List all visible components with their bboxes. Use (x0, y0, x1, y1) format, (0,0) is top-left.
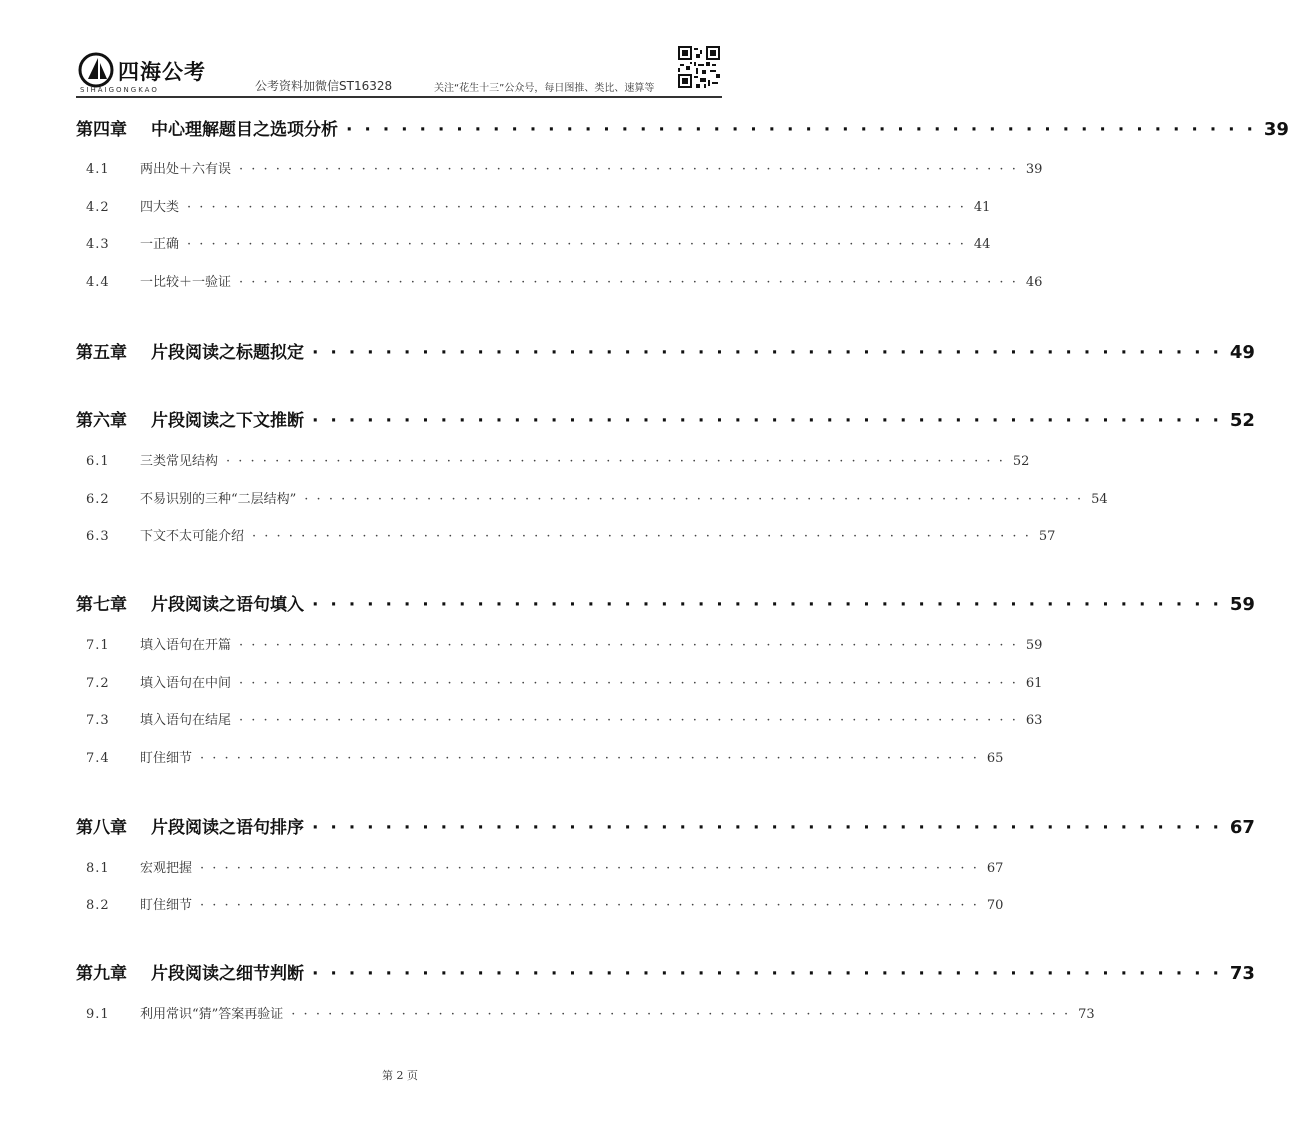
toc-page: 39 (1025, 162, 1043, 177)
toc-page: 54 (1091, 492, 1108, 507)
toc-number: 4.1 (86, 162, 110, 177)
toc-leader: · · · · · · · · · · · · · · · · · · · · · · · · · · · · · · · · · · · · · · · · · · · · · · · · · · (312, 818, 1222, 838)
toc-leader: · · · · · · · · · · · · · · · · · · · · · · · · · · · · · · · · · · · · · · · · · · · · · · · · · · · · · · · · · · · · · · · · (252, 529, 1031, 544)
toc-number: 4.4 (86, 275, 110, 290)
toc-number: 第七章 (76, 595, 127, 615)
toc-leader: · · · · · · · · · · · · · · · · · · · · · · · · · · · · · · · · · · · · · · · · · · · · · · · · · · (312, 595, 1222, 615)
toc-section-6-2[interactable] (76, 488, 1108, 507)
toc-title: 四大类 (140, 200, 180, 215)
toc-number: 6.2 (86, 492, 110, 507)
toc-leader: · · · · · · · · · · · · · · · · · · · · · · · · · · · · · · · · · · · · · · · · · · · · · · · · · · (346, 120, 1256, 140)
toc-number: 6.1 (86, 454, 110, 469)
toc-title: 片段阅读之语句填入 (151, 595, 304, 615)
toc-page: 67 (1229, 817, 1255, 838)
page-footer: 第 2 页 (382, 1069, 418, 1082)
toc-page: 52 (1012, 454, 1030, 469)
header-divider (76, 96, 722, 98)
toc-chapter-5[interactable] (76, 338, 1255, 363)
toc-number: 9.1 (86, 1007, 110, 1022)
toc-title: 盯住细节 (140, 751, 193, 766)
toc-chapter-6[interactable] (76, 406, 1255, 431)
toc-page: 57 (1038, 529, 1056, 544)
toc-page: 46 (1025, 275, 1043, 290)
toc-page: 49 (1229, 342, 1255, 363)
toc-section-4-1[interactable] (76, 158, 1043, 177)
toc-leader: · · · · · · · · · · · · · · · · · · · · · · · · · · · · · · · · · · · · · · · · · · · · · · · · · · · · · · · · · · · · · · · · (200, 861, 979, 876)
toc-title: 一正确 (140, 237, 180, 252)
toc-page: 73 (1078, 1007, 1095, 1022)
toc-section-4-2[interactable] (76, 196, 991, 215)
toc-number: 第八章 (76, 818, 127, 838)
toc-section-9-1[interactable] (76, 1003, 1095, 1022)
toc-page: 65 (986, 751, 1004, 766)
toc-leader: · · · · · · · · · · · · · · · · · · · · · · · · · · · · · · · · · · · · · · · · · · · · · · · · · · · · · · · · · · · · · · · · (226, 454, 1005, 469)
toc-section-8-1[interactable] (76, 857, 1004, 876)
promo-text: 关注“花生十三”公众号，每日图推、类比、速算等 (434, 83, 655, 94)
toc-number: 7.2 (86, 676, 110, 691)
toc-section-6-1[interactable] (76, 450, 1030, 469)
toc-page: 70 (986, 898, 1004, 913)
toc-section-7-2[interactable] (76, 672, 1043, 691)
toc-chapter-8[interactable] (76, 813, 1255, 838)
toc-title: 两出处＋六有误 (140, 162, 232, 177)
brand-name: 四海公考 (118, 60, 206, 84)
sail-logo-icon (78, 52, 114, 88)
toc-number: 4.2 (86, 200, 110, 215)
toc-page: 63 (1025, 713, 1043, 728)
toc-chapter-7[interactable] (76, 590, 1255, 615)
toc-section-7-3[interactable] (76, 709, 1043, 728)
toc-page: 67 (986, 861, 1004, 876)
toc-leader: · · · · · · · · · · · · · · · · · · · · · · · · · · · · · · · · · · · · · · · · · · · · · · · · · · · · · · · · · · · · · · · · (200, 898, 979, 913)
toc-leader: · · · · · · · · · · · · · · · · · · · · · · · · · · · · · · · · · · · · · · · · · · · · · · · · · · · · · · · · · · · · · · · · (239, 713, 1018, 728)
toc-number: 4.3 (86, 237, 110, 252)
toc-number: 7.1 (86, 638, 110, 653)
toc-title: 片段阅读之细节判断 (151, 964, 304, 984)
toc-section-4-3[interactable] (76, 233, 991, 252)
toc-leader: · · · · · · · · · · · · · · · · · · · · · · · · · · · · · · · · · · · · · · · · · · · · · · · · · · · · · · · · · · · · · · · · (291, 1007, 1071, 1022)
toc-leader: · · · · · · · · · · · · · · · · · · · · · · · · · · · · · · · · · · · · · · · · · · · · · · · · · · (312, 411, 1222, 431)
toc-leader: · · · · · · · · · · · · · · · · · · · · · · · · · · · · · · · · · · · · · · · · · · · · · · · · · · · · · · · · · · · · · · · · (239, 676, 1018, 691)
toc-page: 59 (1229, 594, 1255, 615)
toc-title: 片段阅读之下文推断 (151, 411, 304, 431)
toc-title: 片段阅读之语句排序 (151, 818, 304, 838)
qr-code-icon (678, 46, 720, 88)
toc-number: 第六章 (76, 411, 127, 431)
toc-title: 盯住细节 (140, 898, 193, 913)
toc-leader: · · · · · · · · · · · · · · · · · · · · · · · · · · · · · · · · · · · · · · · · · · · · · · · · · · · · · · · · · · · · · · · · (239, 638, 1018, 653)
toc-chapter-9[interactable] (76, 959, 1255, 984)
toc-leader: · · · · · · · · · · · · · · · · · · · · · · · · · · · · · · · · · · · · · · · · · · · · · · · · · · (312, 964, 1222, 984)
toc-leader: · · · · · · · · · · · · · · · · · · · · · · · · · · · · · · · · · · · · · · · · · · · · · · · · · · · · · · · · · · · · · · · · (200, 751, 979, 766)
toc-number: 第四章 (76, 120, 127, 140)
toc-page: 39 (1263, 119, 1289, 140)
toc-number: 6.3 (86, 529, 110, 544)
toc-leader: · · · · · · · · · · · · · · · · · · · · · · · · · · · · · · · · · · · · · · · · · · · · · · · · · · · · · · · · · · · · · · · · (239, 275, 1018, 290)
toc-leader: · · · · · · · · · · · · · · · · · · · · · · · · · · · · · · · · · · · · · · · · · · · · · · · · · · (312, 343, 1222, 363)
toc-title: 宏观把握 (140, 861, 193, 876)
toc-leader: · · · · · · · · · · · · · · · · · · · · · · · · · · · · · · · · · · · · · · · · · · · · · · · · · · · · · · · · · · · · · · · · (187, 237, 966, 252)
toc-number: 第九章 (76, 964, 127, 984)
toc-title: 填入语句在中间 (140, 676, 232, 691)
toc-number: 第五章 (76, 343, 127, 363)
toc-page: 61 (1025, 676, 1043, 691)
toc-title: 一比较＋一验证 (140, 275, 232, 290)
toc-section-7-1[interactable] (76, 634, 1043, 653)
toc-page: 44 (973, 237, 991, 252)
toc-title: 中心理解题目之选项分析 (151, 120, 338, 140)
toc-chapter-4[interactable] (76, 115, 1289, 140)
toc-section-4-4[interactable] (76, 271, 1043, 290)
toc-title: 下文不太可能介绍 (140, 529, 245, 544)
toc-title: 片段阅读之标题拟定 (151, 343, 304, 363)
toc-leader: · · · · · · · · · · · · · · · · · · · · · · · · · · · · · · · · · · · · · · · · · · · · · · · · · · · · · · · · · · · · · · · · (187, 200, 966, 215)
toc-title: 填入语句在开篇 (140, 638, 232, 653)
toc-title: 利用常识“猜”答案再验证 (140, 1007, 284, 1022)
page-header (0, 0, 800, 100)
toc-title: 填入语句在结尾 (140, 713, 232, 728)
toc-title: 三类常见结构 (140, 454, 219, 469)
toc-number: 8.1 (86, 861, 110, 876)
toc-page: 59 (1025, 638, 1043, 653)
contact-text: 公考资料加微信ST16328 (255, 79, 393, 93)
toc-page: 41 (973, 200, 991, 215)
toc-leader: · · · · · · · · · · · · · · · · · · · · · · · · · · · · · · · · · · · · · · · · · · · · · · · · · · · · · · · · · · · · · · · · (239, 162, 1018, 177)
brand-subtitle: SIHAIGONGKAO (80, 86, 159, 94)
toc-title: 不易识别的三种“二层结构” (140, 492, 297, 507)
toc-number: 7.3 (86, 713, 110, 728)
toc-section-6-3[interactable] (76, 525, 1056, 544)
toc-number: 7.4 (86, 751, 110, 766)
toc-section-8-2[interactable] (76, 894, 1004, 913)
toc-page: 73 (1229, 963, 1255, 984)
toc-page: 52 (1229, 410, 1255, 431)
toc-leader: · · · · · · · · · · · · · · · · · · · · · · · · · · · · · · · · · · · · · · · · · · · · · · · · · · · · · · · · · · · · · · · · (304, 492, 1084, 507)
toc-section-7-4[interactable] (76, 747, 1004, 766)
toc-number: 8.2 (86, 898, 110, 913)
